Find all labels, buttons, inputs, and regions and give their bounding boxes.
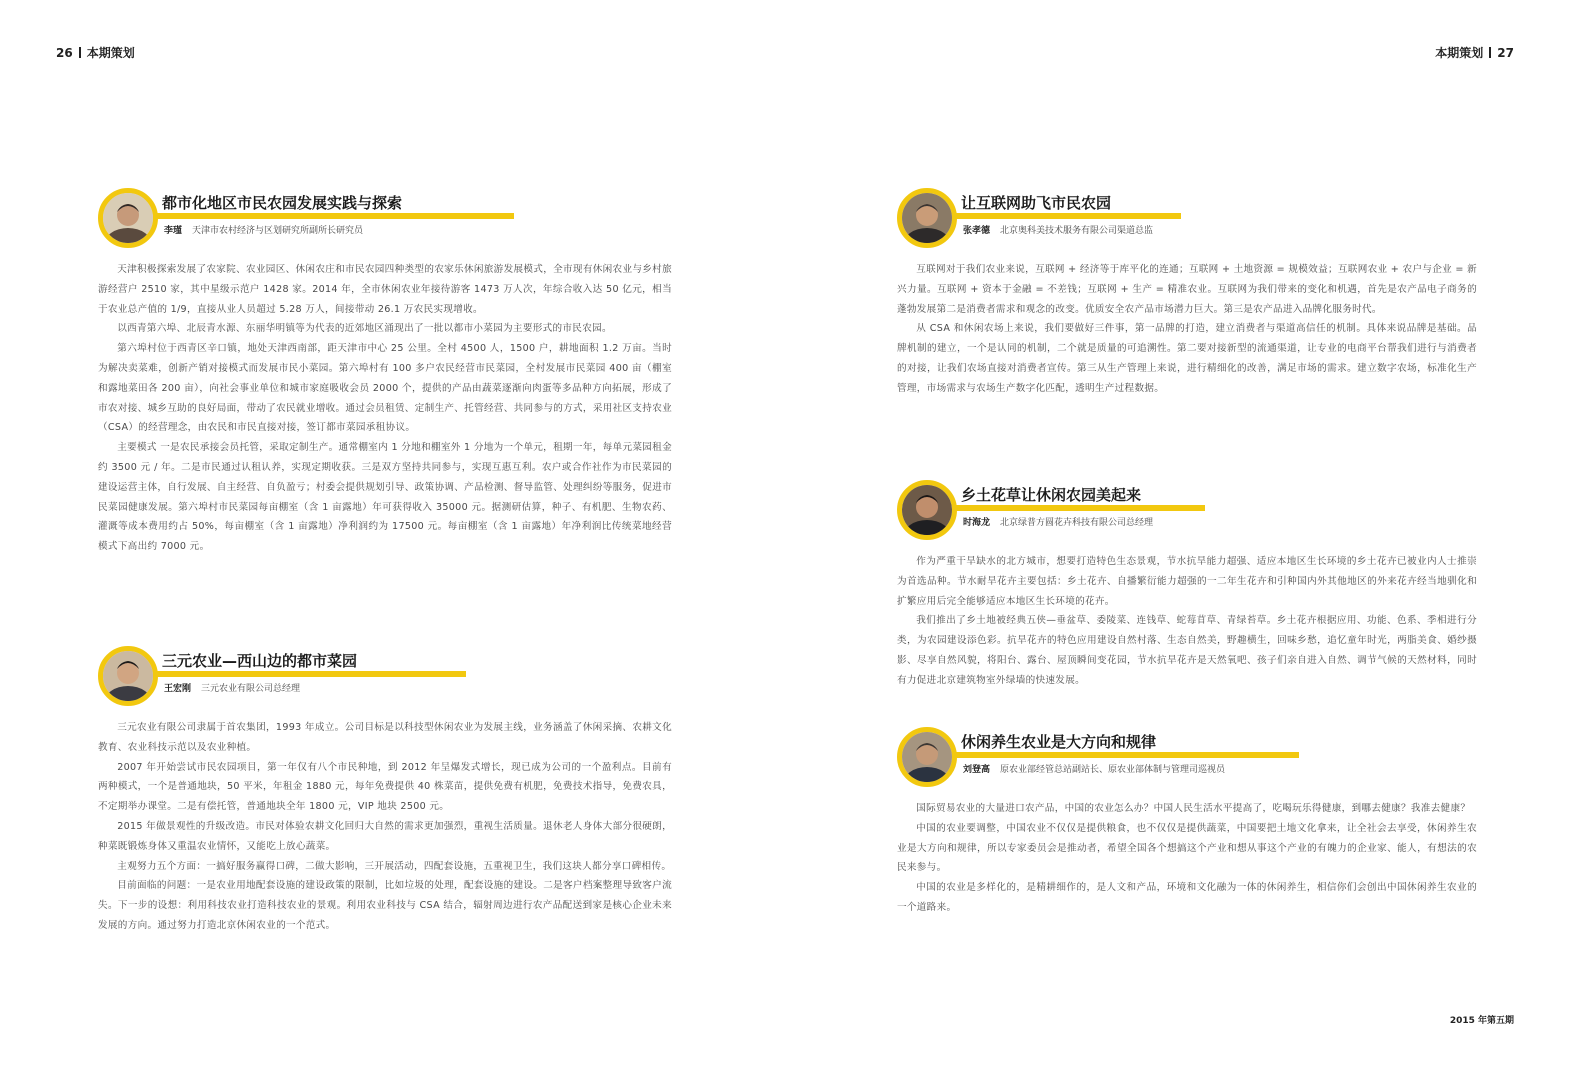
left-page-number: 26 (56, 46, 73, 60)
paragraph: 我们推出了乡土地被经典五侠—垂盆草、委陵菜、连钱草、蛇莓苜草、青绿苔草。乡土花卉根据应用、功能、色系、季相进行分类，为农园建设添色彩。抗旱花卉的特色应用建设自然村落、生态自然美，野趣横生，回味乡愁，追忆童年时光，两脂美食、婚纱摄影、尽享自然风貌，将阳台、露台、屋顶瞬间变花园，节水抗旱花卉是天然氧吧、孩子们亲自进入自然、调节气候的天然材料，同时有力促进北京建筑物室外绿墙的快速发展。 (897, 615, 1477, 686)
author-title: 天津市农村经济与区划研究所副所长研究员 (192, 226, 364, 236)
paragraph: 主要模式 一是农民承接会员托管，采取定制生产。通常棚室内 1 分地和棚室外 1 分地为一个单元，租期一年，每单元菜园租金约 3500 元 / 年。二是市民通过认租认养，实现定期收获。三是双方坚持共同参与，实现互惠互利。农户或合作社作为市民菜园的建设运营主体，自行发展、自主经营、自负盈亏；村委会提供规划引导、政策协调、产品检测、督导监管、处理纠纷等服务，促进市民菜园健康发展。第六埠村市民菜园每亩棚室（含 1 亩露地）年可获得收入 35000 元。据测研估算，种子、有机肥、生物农药、灌溉等成本费用约占 50%，每亩棚室（含 1 亩露地）净利润约为 17500 元。每亩棚室（含 1 亩露地）年净利润比传统菜地经营模式下高出约 7000 元。 (98, 442, 672, 553)
article-title: 三元农业—西山边的都市菜园 (162, 652, 358, 670)
left-section-title: 本期策划 (86, 46, 135, 60)
header-divider (1489, 47, 1491, 58)
article-internet (897, 188, 1477, 399)
article-body (897, 260, 1477, 399)
left-page-header (56, 44, 135, 61)
paragraph: 互联网对于我们农业来说，互联网 + 经济等于库平化的连通；互联网 + 土地资源 = 规模效益；互联网农业 + 农户与企业 = 新兴力量。互联网 + 资本于金融 = 不差钱；互联网 + 生产 = 精准农业。互联网为我们带来的变化和机遇，首先是农产品电子商务的蓬勃发展第二是消费者需求和观念的改变。优质安全农产品市场潜力巨大。第三是农产品进入品牌化服务时代。 (897, 264, 1477, 315)
article-title: 休闲养生农业是大方向和规律 (961, 733, 1157, 751)
title-underline (156, 213, 514, 219)
paragraph: 三元农业有限公司隶属于首农集团，1993 年成立。公司目标是以科技型休闲农业为发展主线，业务涵盖了休闲采摘、农耕文化教育、农业科技示范以及农业种植。 (98, 722, 672, 753)
person-icon (103, 651, 153, 701)
paragraph: 主观努力五个方面：一搞好服务赢得口碑，二做大影响，三开展活动，四配套设施，五重视卫生，我们这块人都分享口碑相传。 (117, 860, 672, 872)
right-section-title: 本期策划 (1435, 46, 1484, 60)
person-icon (902, 485, 952, 535)
article-header (897, 188, 1477, 250)
right-page-header (1435, 44, 1514, 61)
author-line (164, 681, 300, 694)
right-page-number: 27 (1497, 46, 1514, 60)
paragraph: 2015 年做景观性的升级改造。市民对体验农耕文化回归大自然的需求更加强烈，重视生活质量。退休老人身体大部分很硬朗，种菜既锻炼身体又重温农业情怀，又能吃上放心蔬菜。 (98, 820, 672, 852)
person-icon (902, 732, 952, 782)
article-wild-flowers (897, 480, 1477, 691)
author-photo (98, 646, 158, 706)
author-title: 原农业部经管总站副站长、原农业部体制与管理司巡视员 (1000, 765, 1226, 775)
author-photo (98, 188, 158, 248)
article-sanyuan (98, 646, 672, 936)
paragraph: 中国的农业要调整，中国农业不仅仅是提供粮食，也不仅仅是提供蔬菜，中国要把土地文化拿来，让全社会去享受，休闲养生农业是大方向和规律，所以专家委员会是推动者，希望全国各个想搞这个产业和想从事这个产业的有魄力的企业家、能人，有想法的农民来参与。 (897, 822, 1477, 874)
article-body (897, 552, 1477, 691)
paragraph: 天津积极探索发展了农家院、农业园区、休闲农庄和市民农园四种类型的农家乐休闲旅游发展模式，全市现有休闲农业与乡村旅游经营户 2510 家，其中星级示范户 1428 家。2014 年，全市休闲农业年接待游客 1473 万人次，年综合收入达 50 亿元，相当于农业总产值的 1/9，直接从业人员超过 5.28 万人，间接带动 26.1 万农民实现增收。 (98, 264, 672, 315)
header-divider (79, 47, 81, 58)
issue-number: 2015 年第五期 (1449, 1016, 1514, 1026)
author-line (164, 223, 363, 236)
author-line (963, 762, 1225, 775)
title-underline (955, 505, 1205, 511)
paragraph: 作为严重干旱缺水的北方城市，想要打造特色生态景观，节水抗旱能力超强、适应本地区生长环境的乡土花卉已被业内人士推崇为首选品种。节水耐旱花卉主要包括：乡土花卉、自播繁衍能力超强的一二年生花卉和引种国内外其他地区的外来花卉经当地驯化和扩繁应用后完全能够适应本地区生长环境的花卉。 (897, 556, 1477, 607)
title-underline (156, 671, 466, 677)
article-urban-farm (98, 188, 672, 557)
author-photo (897, 188, 957, 248)
paragraph: 国际贸易农业的大量进口农产品，中国的农业怎么办？中国人民生活水平提高了，吃喝玩乐得健康，到哪去健康？我准去健康？ (916, 803, 1471, 814)
paragraph: 从 CSA 和休闲农场上来说，我们要做好三件事，第一品牌的打造，建立消费者与渠道高信任的机制。具体来说品牌是基础。品牌机制的建立，一个是认同的机制，二个就是质量的可追溯性。第二要对接新型的流通渠道，让专业的电商平台帮我们进行与消费者的对接，让我们农场直接对消费者宣传。第三从生产管理上来说，进行精细化的改善，满足市场的需求。建立数字农场，标准化生产管理，市场需求与农场生产数字化匹配，透明生产过程数据。 (897, 323, 1477, 394)
article-body (98, 260, 672, 557)
paragraph: 2007 年开始尝试市民农园项目，第一年仅有八个市民种地，到 2012 年呈爆发式增长，现已成为公司的一个盈利点。目前有两种模式，一个是普通地块，50 平米，年租金 1880 元，每年免费提供 40 株菜苗，提供免费有机肥，免费技术指导，免费农具，不定期举办课堂。二是有偿托管，普通地块全年 1800 元，VIP 地块 2500 元。 (98, 761, 672, 813)
author-title: 北京奥科美技术服务有限公司渠道总监 (1000, 226, 1154, 236)
paragraph: 以西青第六埠、北辰青水源、东丽华明镇等为代表的近郊地区涌现出了一批以都市小菜园为主要形式的市民农园。 (117, 323, 612, 335)
author-line (963, 515, 1153, 528)
article-header (897, 480, 1477, 542)
person-icon (103, 193, 153, 243)
author-name: 王宏刚 (164, 684, 192, 694)
article-header (897, 727, 1477, 789)
author-photo (897, 480, 957, 540)
author-name: 刘登高 (963, 765, 991, 775)
article-header (98, 646, 672, 708)
paragraph: 中国的农业是多样化的，是精耕细作的，是人文和产品，环境和文化融为一体的休闲养生，相信你们会创出中国休闲养生农业的一个道路来。 (897, 882, 1477, 913)
article-header (98, 188, 672, 250)
author-photo (897, 727, 957, 787)
article-body (897, 799, 1477, 918)
title-underline (955, 752, 1299, 758)
author-name: 李瑾 (164, 226, 183, 236)
article-leisure-health (897, 727, 1477, 918)
article-title: 乡土花草让休闲农园美起来 (961, 486, 1142, 504)
article-body (98, 718, 672, 936)
author-title: 三元农业有限公司总经理 (201, 684, 301, 694)
title-underline (955, 213, 1181, 219)
paragraph: 目前面临的问题：一是农业用地配套设施的建设政策的限制，比如垃圾的处理，配套设施的建设。二是客户档案整理导致客户流失。下一步的设想：利用科技农业打造科技农业的景观。利用农业科技与 CSA 结合，辐射周边进行农产品配送到家是核心企业未来发展的方向。通过努力打造北京休闲农业的一个范式。 (98, 880, 672, 931)
article-title: 都市化地区市民农园发展实践与探索 (162, 194, 403, 212)
author-line (963, 223, 1153, 236)
person-icon (902, 193, 952, 243)
paragraph: 第六埠村位于西青区辛口镇，地处天津西南部，距天津市中心 25 公里。全村 4500 人，1500 户，耕地面积 1.2 万亩。当时为解决卖菜难，创新产销对接模式而发展市民小菜园。第六埠村有 100 多户农民经营市民菜园，全村发展市民菜园 400 亩（棚室和露地菜田各 200 亩），向社会事业单位和城市家庭吸收会员 2000 个，提供的产品由蔬菜逐渐向肉蛋等多品种方向拓展，形成了市农对接、城乡互助的良好局面，带动了农民就业增收。通过会员租赁、定制生产、托管经营、共同参与的方式，采用社区支持农业（CSA）的经营理念，由农民和市民直接对接，签订都市菜园承租协议。 (98, 343, 672, 434)
article-title: 让互联网助飞市民农园 (961, 194, 1112, 212)
author-name: 时海龙 (963, 518, 991, 528)
author-title: 北京绿普方圆花卉科技有限公司总经理 (1000, 518, 1154, 528)
author-name: 张孝德 (963, 226, 991, 236)
